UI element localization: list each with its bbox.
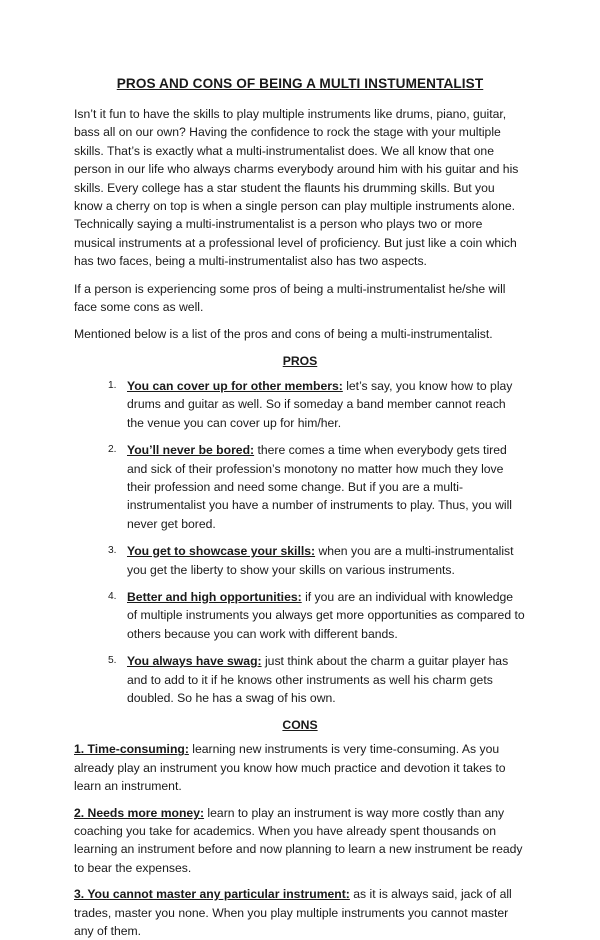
pros-item-lead: Better and high opportunities: [127,589,302,604]
pros-item-lead: You can cover up for other members: [127,378,343,393]
cons-item [74,740,526,795]
cons-item [74,885,526,940]
cons-item-lead: 1. Time-consuming: [74,742,189,757]
pros-list [74,377,526,708]
pros-list-item [74,588,526,643]
pros-item-number: 4. [108,590,117,602]
pros-item-lead: You always have swag: [127,654,262,669]
pros-item-text: let’s say, you know how to play drums and guitar as well. So if someday a band member cannot reach the venue you can cover up for him/her. [127,378,513,430]
pros-heading: PROS [282,353,318,368]
pros-item-lead: You’ll never be bored: [127,443,255,458]
cons-item-text: learning new instruments is very time-consuming. As you already play an instrument you know how much practice and devotion it takes to learn an instrument. [74,742,506,794]
cons-item-text: learn to play an instrument is way more costly than any coaching you take for academics. When you have already spent thousands on learning an instrument before and now planning to learn a new instrument be ready to bear the expenses. [74,805,523,875]
cons-item-text: as it is always said, jack of all trades, master you none. When you play multiple instruments you cannot master any of them. [74,887,512,939]
pros-item-text: if you are an individual with knowledge of multiple instruments you always get more opportunities as compared to others because you can work with different bands. [127,589,525,641]
pros-item-number: 5. [108,655,117,667]
intro-paragraph: Isn’t it fun to have the skills to play multiple instruments like drums, piano, guitar, bass all on our own? Having the confidence to rock the stage with your multiple skills. That’s is exactly what a multi-instrumentalist does. We all know that one person in our life who always charms everybody around him with his guitar and his skills. Every college has a star student the flaunts his drumming skills. But you know a cherry on top is when a single person can play multiple instruments alone. Technically saying a multi-instrumentalist is a person who plays two or more musical instruments at a professional level of proficiency. But just like a coin which has two faces, being a multi-instrumentalist also has two aspects. [74,107,519,269]
cons-item-lead: 3. You cannot master any particular instrument: [74,887,350,902]
pros-item-number: 1. [108,379,117,391]
pros-item-lead: You get to showcase your skills: [127,544,316,559]
pros-cons-note-paragraph: If a person is experiencing some pros of being a multi-instrumentalist he/she will face some cons as well. [74,281,506,315]
pros-list-item [74,652,526,707]
pros-item-text: there comes a time when everybody gets tired and sick of their profession’s monotony no matter how much they love their profession and need some change. But if you are a multi-instrumentalist you have a number of instruments to play. Thus, you will never get bored. [127,443,512,531]
pros-item-number: 2. [108,444,117,456]
page-title: PROS AND CONS OF BEING A MULTI INSTUMENTALIST [116,76,484,91]
pros-item-number: 3. [108,545,117,557]
cons-heading: CONS [282,718,318,733]
cons-item-lead: 2. Needs more money: [74,805,205,820]
list-intro-paragraph: Mentioned below is a list of the pros and cons of being a multi-instrumentalist. [74,327,493,342]
pros-list-item [74,542,526,579]
pros-item-text: just think about the charm a guitar player has and to add to it if he knows other instruments as well his charm gets doubled. So he has a swag of his own. [127,654,509,705]
cons-item [74,804,526,878]
pros-item-text: when you are a multi-instrumentalist you get the liberty to show your skills on various instruments. [127,544,514,577]
pros-list-item [74,377,526,432]
pros-list-item [74,441,526,533]
